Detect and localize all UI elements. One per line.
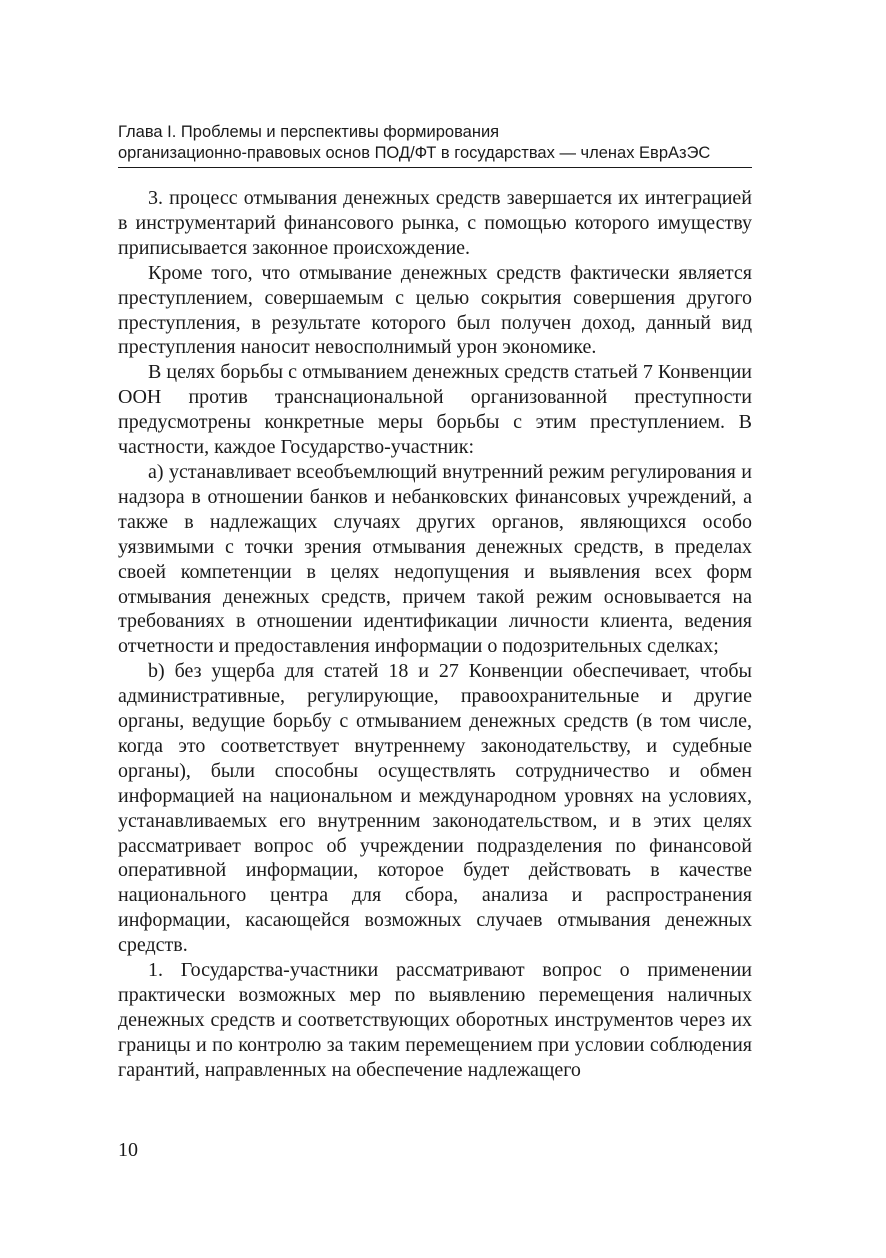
running-header: [118, 122, 752, 168]
header-rule: [118, 167, 752, 168]
header-line-1: Глава I. Проблемы и перспективы формирования: [118, 123, 500, 141]
paragraph: 1. Государства-участники рассматривают вопрос о применении практически возможных мер по выявлению перемещения наличных денежных средств и соответствующих оборотных инструментов через их границы и по контролю за таким перемещением при условии соблюдения гарантий, направленных на обеспечение надлежащего: [118, 959, 752, 1081]
body-text: [118, 186, 752, 1083]
paragraph: Кроме того, что отмывание денежных средств фактически является преступлением, совершаемым с целью сокрытия совершения другого преступления, в результате которого был получен доход, данный вид преступления наносит невосполнимый урон экономике.: [118, 261, 752, 359]
paragraph: a) устанавливает всеобъемлющий внутренний режим регулирования и надзора в отношении банков и небанковских финансовых учреждений, а также в надлежащих случаях других органов, являющихся особо уязвимыми с точки зрения отмывания денежных средств, в пределах своей компетенции в целях недопущения и выявления всех форм отмывания денежных средств, причем такой режим основывается на требованиях в отношении идентификации личности клиента, ведения отчетности и предоставления информации о подозрительных сделках;: [118, 460, 752, 658]
header-line-2: организационно-правовых основ ПОД/ФТ в государствах — членах ЕврАзЭС: [118, 144, 711, 162]
paragraph: В целях борьбы с отмыванием денежных средств статьей 7 Конвенции ООН против транснациональной организованной преступности предусмотрены конкретные меры борьбы с этим преступлением. В частности, каждое Государство-участник:: [118, 361, 752, 459]
paragraph: 3. процесс отмывания денежных средств завершается их интеграцией в инструментарий финансового рынка, с помощью которого имуществу приписывается законное происхождение.: [118, 187, 752, 259]
page-number: 10: [118, 1139, 138, 1161]
paragraph: b) без ущерба для статей 18 и 27 Конвенции обеспечивает, чтобы административные, регулирующие, правоохранительные и другие органы, ведущие борьбу с отмыванием денежных средств (в том числе, когда это соответствует внутреннему законодательству, и судебные органы), были способны осуществлять сотрудничество и обмен информацией на национальном и международном уровнях на условиях, устанавливаемых его внутренним законодательством, и в этих целях рассматривает вопрос об учреждении подразделения по финансовой оперативной информации, которое будет действовать в качестве национального центра для сбора, анализа и распространения информации, касающейся возможных случаев отмывания денежных средств.: [118, 660, 752, 957]
